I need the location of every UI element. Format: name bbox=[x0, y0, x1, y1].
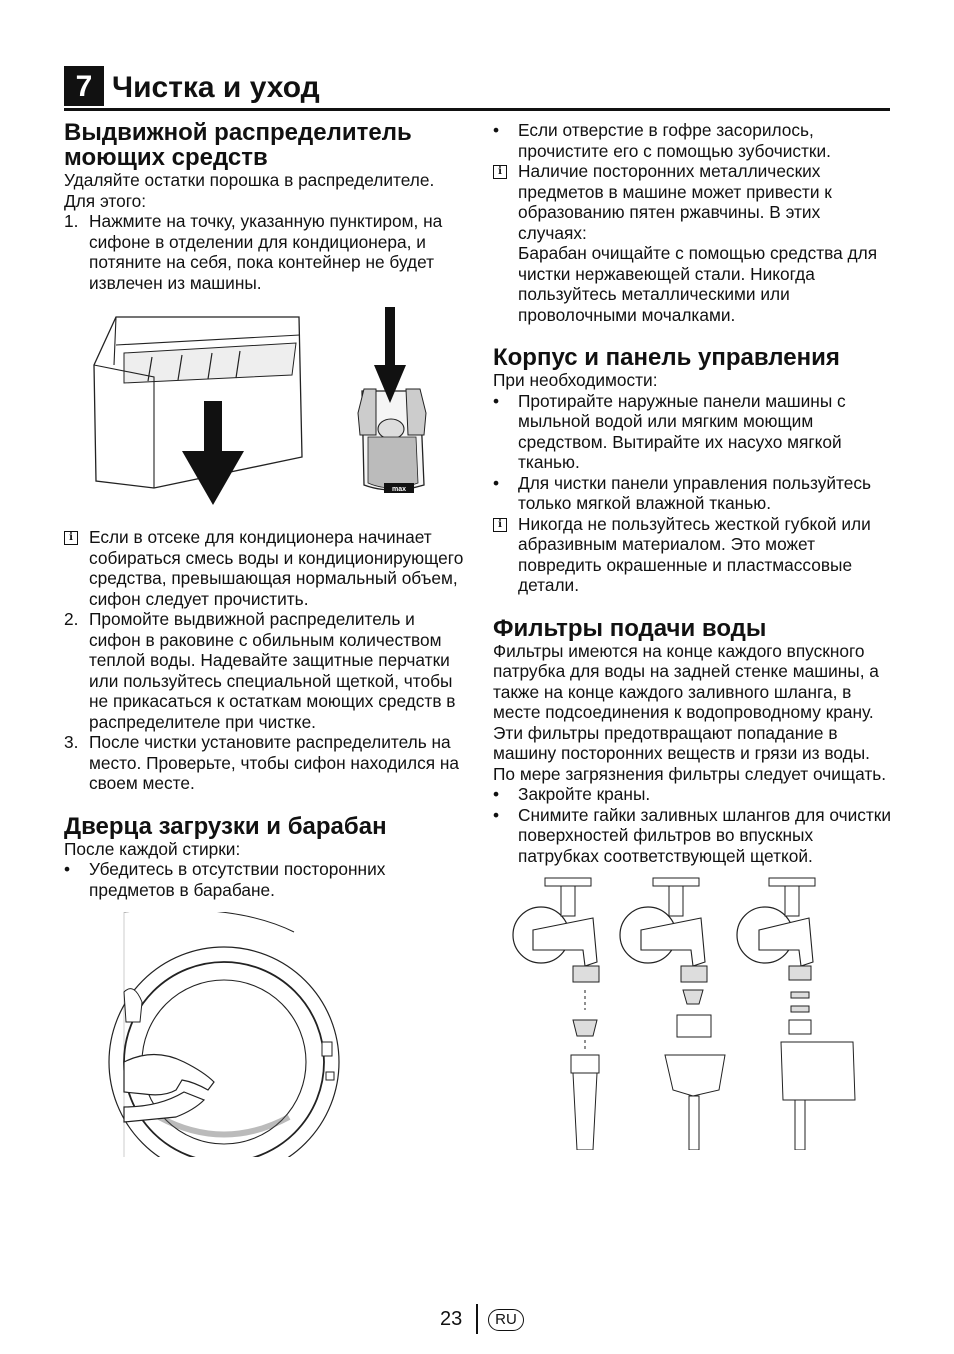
door-drum-bullet-text: Убедитесь в отсутствии посторонних предметов в барабане. bbox=[89, 859, 386, 900]
step-1-text: Нажмите на точку, указанную пунктиром, на сифоне в отделении для кондиционера, и потяните на себя, пока контейнер не будет извлечен из машины. bbox=[89, 211, 443, 293]
note-metal-cont-text: Барабан очищайте с помощью средства для чистки нержавеющей стали. Никогда пользуйтесь металлическими или проволочными мочалками. bbox=[518, 243, 878, 325]
water-tap-3 bbox=[737, 878, 855, 1150]
left-column bbox=[64, 120, 464, 1157]
filters-section-title: Фильтры подачи воды bbox=[493, 614, 767, 642]
door-drum-section-title: Дверца загрузки и барабан bbox=[64, 812, 387, 840]
note-metal-cont bbox=[493, 243, 893, 325]
step-3-number: 3. bbox=[64, 732, 79, 752]
chapter-title: Чистка и уход bbox=[112, 71, 320, 104]
page-footer bbox=[0, 1304, 954, 1334]
bullet-marker: • bbox=[493, 804, 500, 825]
filters-bullet-1 bbox=[493, 784, 893, 805]
note-metal bbox=[493, 161, 893, 243]
body-panel-bullet-1-text: Протирайте наружные панели машины с мыльной водой или мягким моющим средством. Вытирайте их насухо мягкой тканью. bbox=[518, 390, 846, 472]
arrow-down-icon bbox=[374, 307, 406, 403]
step-2-text: Промойте выдвижной распределитель и сифон в раковине с обильным количеством теплой воды. Надевайте защитные перчатки или пользуйтесь специальной щеткой, чтобы не прикасаться к остаткам моющих средств в распределителе при чистке. bbox=[89, 609, 456, 732]
body-panel-bullet-2 bbox=[493, 473, 893, 514]
water-filters-illustration bbox=[493, 870, 893, 1150]
door-drum-bullet bbox=[64, 859, 464, 900]
dispenser-intro: Удаляйте остатки порошка в распределителе. Для этого: bbox=[64, 170, 435, 211]
bullet-marker: • bbox=[493, 472, 500, 493]
bullet-marker: • bbox=[493, 120, 500, 140]
bullet-marker: • bbox=[493, 390, 500, 411]
step-1-number: 1. bbox=[64, 211, 79, 231]
info-icon: i bbox=[493, 165, 507, 179]
siphon-part bbox=[358, 389, 426, 493]
door-drum-intro: После каждой стирки: bbox=[64, 838, 241, 859]
right-column bbox=[493, 120, 893, 1150]
note-siphon-text: Если в отсеке для кондиционера начинает собираться смесь воды и кондиционирующего средства, превышающая нормальный объем, сифон следует прочистить. bbox=[89, 527, 464, 609]
step-1 bbox=[64, 211, 464, 293]
hand-illustration bbox=[124, 1055, 214, 1123]
step-2 bbox=[64, 609, 464, 732]
page-number: 23 bbox=[440, 1308, 463, 1330]
step-2-number: 2. bbox=[64, 609, 79, 629]
body-panel-bullet-1 bbox=[493, 391, 893, 473]
bullet-marker: • bbox=[64, 859, 71, 879]
filters-bullet-2 bbox=[493, 805, 893, 867]
filters-bullet-1-text: Закройте краны. bbox=[518, 784, 651, 804]
bullet-marker: • bbox=[493, 784, 500, 804]
gasket-bullet bbox=[493, 120, 893, 161]
filters-text: Фильтры имеются на конце каждого впускного патрубка для воды на задней стенке машины, а также на конце каждого заливного шланга, в месте подсоединения к водопроводному крану. Эти фильтры предотвращают попадание в машину посторонних веществ и грязи из воды. По мере загрязнения фильтры следует очищать. bbox=[493, 640, 887, 784]
body-panel-section-title: Корпус и панель управления bbox=[493, 344, 840, 371]
siphon-max-label: max bbox=[391, 486, 407, 493]
gasket-bullet-text: Если отверстие в гофре засорилось, прочистите его с помощью зубочистки. bbox=[518, 120, 831, 161]
water-tap-2 bbox=[620, 878, 725, 1150]
chapter-number: 7 bbox=[64, 66, 104, 106]
chapter-header bbox=[64, 66, 890, 111]
dispenser-section-title: Выдвижной распределитель моющих средств bbox=[64, 119, 412, 171]
body-panel-intro: При необходимости: bbox=[493, 370, 658, 390]
dispenser-illustration bbox=[64, 305, 464, 515]
door-gasket-illustration bbox=[64, 912, 464, 1157]
note-siphon bbox=[64, 527, 464, 609]
water-tap-1 bbox=[513, 878, 599, 1150]
note-metal-text: Наличие посторонних металлических предметов в машине может привести к образованию пятен ржавчины. В этих случаях: bbox=[518, 161, 832, 243]
filters-bullet-2-text: Снимите гайки заливных шлангов для очистки поверхностей фильтров во впускных патрубках соответствующей щеткой. bbox=[518, 804, 892, 866]
step-3 bbox=[64, 732, 464, 794]
language-badge: RU bbox=[488, 1309, 524, 1331]
body-panel-bullet-2-text: Для чистки панели управления пользуйтесь только мягкой влажной тканью. bbox=[518, 472, 871, 513]
note-abrasive bbox=[493, 514, 893, 596]
note-abrasive-text: Никогда не пользуйтесь жесткой губкой или абразивным материалом. Это может повредить окрашенные и пластмассовые детали. bbox=[518, 513, 871, 595]
step-3-text: После чистки установите распределитель на место. Проверьте, чтобы сифон находился на своем месте. bbox=[89, 732, 460, 793]
footer-separator bbox=[476, 1304, 478, 1334]
info-icon: i bbox=[493, 518, 507, 532]
info-icon: i bbox=[64, 531, 78, 545]
